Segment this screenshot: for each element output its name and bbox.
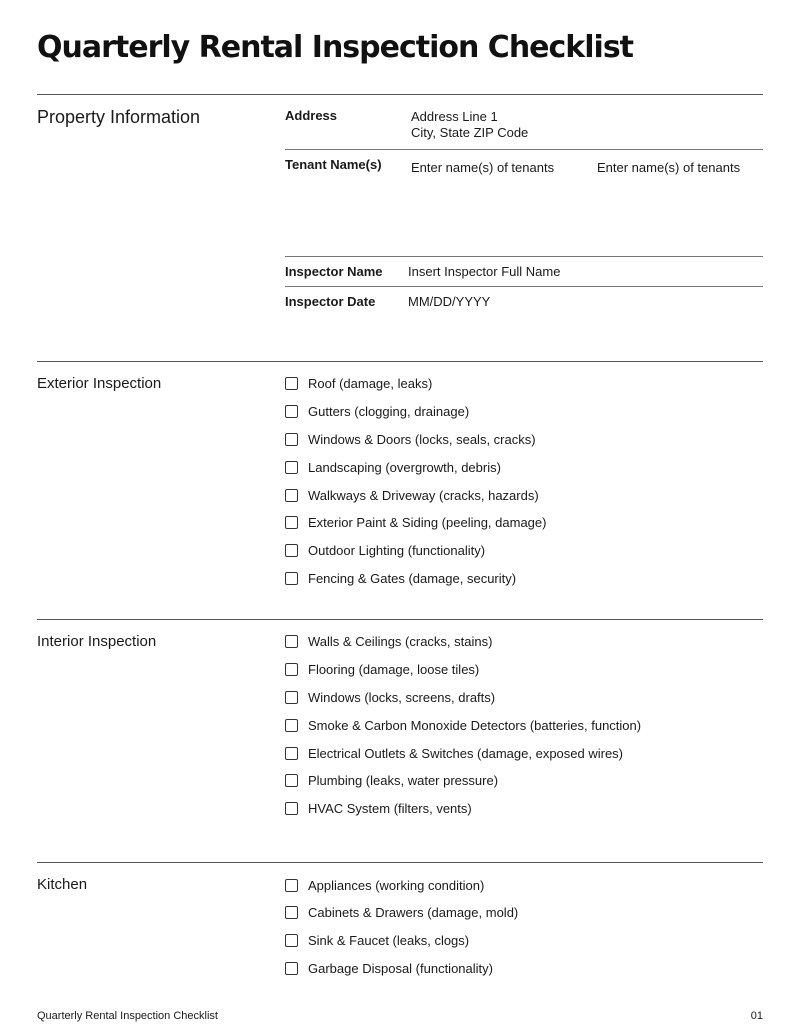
checkbox[interactable] — [285, 377, 298, 390]
interior-section-label: Interior Inspection — [37, 633, 157, 650]
checklist-item-label: Gutters (clogging, drainage) — [308, 403, 470, 419]
checklist-item-label: Flooring (damage, loose tiles) — [308, 661, 480, 677]
checklist-item-label: Landscaping (overgrowth, debris) — [308, 459, 501, 475]
checklist-item-label: Walls & Ceilings (cracks, stains) — [308, 633, 493, 649]
checklist-item[interactable] — [285, 715, 641, 735]
checkbox[interactable] — [285, 747, 298, 760]
checklist-item-label: Outdoor Lighting (functionality) — [308, 542, 486, 558]
checklist-item-label: Smoke & Carbon Monoxide Detectors (batteries, function) — [308, 717, 642, 733]
kitchen-section-label: Kitchen — [37, 876, 88, 893]
checklist-item-label: Appliances (working condition) — [308, 877, 485, 893]
field-divider — [285, 286, 763, 287]
inspector-date-field[interactable]: MM/DD/YYYY — [408, 294, 491, 309]
checklist-item[interactable] — [285, 401, 469, 421]
checklist-item[interactable] — [285, 875, 484, 895]
checkbox[interactable] — [285, 516, 298, 529]
address-label: Address — [285, 108, 338, 123]
address-line1-field[interactable]: Address Line 1 — [411, 109, 498, 124]
checkbox[interactable] — [285, 774, 298, 787]
page-number: 01 — [750, 1010, 763, 1022]
inspector-name-field[interactable]: Insert Inspector Full Name — [408, 264, 561, 279]
checklist-item[interactable] — [285, 429, 536, 449]
checklist-item-label: Electrical Outlets & Switches (damage, exposed wires) — [308, 745, 624, 761]
checklist-item-label: Windows (locks, screens, drafts) — [308, 689, 496, 705]
inspector-name-label: Inspector Name — [285, 264, 383, 279]
checklist-item[interactable] — [285, 930, 469, 950]
footer-title: Quarterly Rental Inspection Checklist — [37, 1010, 218, 1022]
checklist-item-label: Walkways & Driveway (cracks, hazards) — [308, 487, 539, 503]
checkbox[interactable] — [285, 906, 298, 919]
checklist-item-label: Sink & Faucet (leaks, clogs) — [308, 932, 470, 948]
checklist-item[interactable] — [285, 540, 485, 560]
checkbox[interactable] — [285, 663, 298, 676]
checklist-item-label: Roof (damage, leaks) — [308, 375, 433, 391]
checklist-item[interactable] — [285, 568, 516, 588]
checklist-item[interactable] — [285, 798, 472, 818]
field-divider — [285, 149, 763, 150]
tenant-name-field-2[interactable]: Enter name(s) of tenants — [597, 160, 741, 175]
checklist-item[interactable] — [285, 743, 623, 763]
checkbox[interactable] — [285, 572, 298, 585]
checklist-item[interactable] — [285, 687, 495, 707]
checkbox[interactable] — [285, 461, 298, 474]
inspector-date-label: Inspector Date — [285, 294, 376, 309]
tenant-name-field-1[interactable]: Enter name(s) of tenants — [411, 160, 555, 175]
field-divider — [285, 256, 763, 257]
property-section-label: Property Information — [37, 107, 201, 127]
checkbox[interactable] — [285, 489, 298, 502]
checklist-item[interactable] — [285, 659, 479, 679]
checklist-item-label: Exterior Paint & Siding (peeling, damage) — [308, 514, 547, 530]
checklist-item[interactable] — [285, 631, 492, 651]
checklist-item-label: Garbage Disposal (functionality) — [308, 960, 493, 976]
exterior-section-label: Exterior Inspection — [37, 375, 162, 392]
checklist-item[interactable] — [285, 457, 501, 477]
checkbox[interactable] — [285, 719, 298, 732]
checkbox[interactable] — [285, 879, 298, 892]
checklist-item-label: Windows & Doors (locks, seals, cracks) — [308, 431, 536, 447]
checklist-item[interactable] — [285, 373, 432, 393]
checkbox[interactable] — [285, 934, 298, 947]
checkbox[interactable] — [285, 635, 298, 648]
section-divider — [37, 862, 763, 863]
checkbox[interactable] — [285, 802, 298, 815]
checkbox[interactable] — [285, 691, 298, 704]
checkbox[interactable] — [285, 544, 298, 557]
tenant-label: Tenant Name(s) — [285, 157, 382, 172]
address-line2-field[interactable]: City, State ZIP Code — [411, 125, 529, 140]
checklist-item-label: Cabinets & Drawers (damage, mold) — [308, 904, 519, 920]
page-title: Quarterly Rental Inspection Checklist — [37, 30, 634, 65]
checkbox[interactable] — [285, 405, 298, 418]
checklist-item[interactable] — [285, 770, 498, 790]
checklist-item-label: HVAC System (filters, vents) — [308, 800, 472, 816]
checkbox[interactable] — [285, 962, 298, 975]
checklist-item-label: Plumbing (leaks, water pressure) — [308, 772, 499, 788]
checklist-item-label: Fencing & Gates (damage, security) — [308, 570, 517, 586]
checklist-item[interactable] — [285, 958, 493, 978]
checkbox[interactable] — [285, 433, 298, 446]
checklist-item[interactable] — [285, 512, 546, 532]
section-divider — [37, 361, 763, 362]
section-divider — [37, 619, 763, 620]
checklist-item[interactable] — [285, 902, 518, 922]
section-divider — [37, 94, 763, 95]
checklist-item[interactable] — [285, 485, 539, 505]
